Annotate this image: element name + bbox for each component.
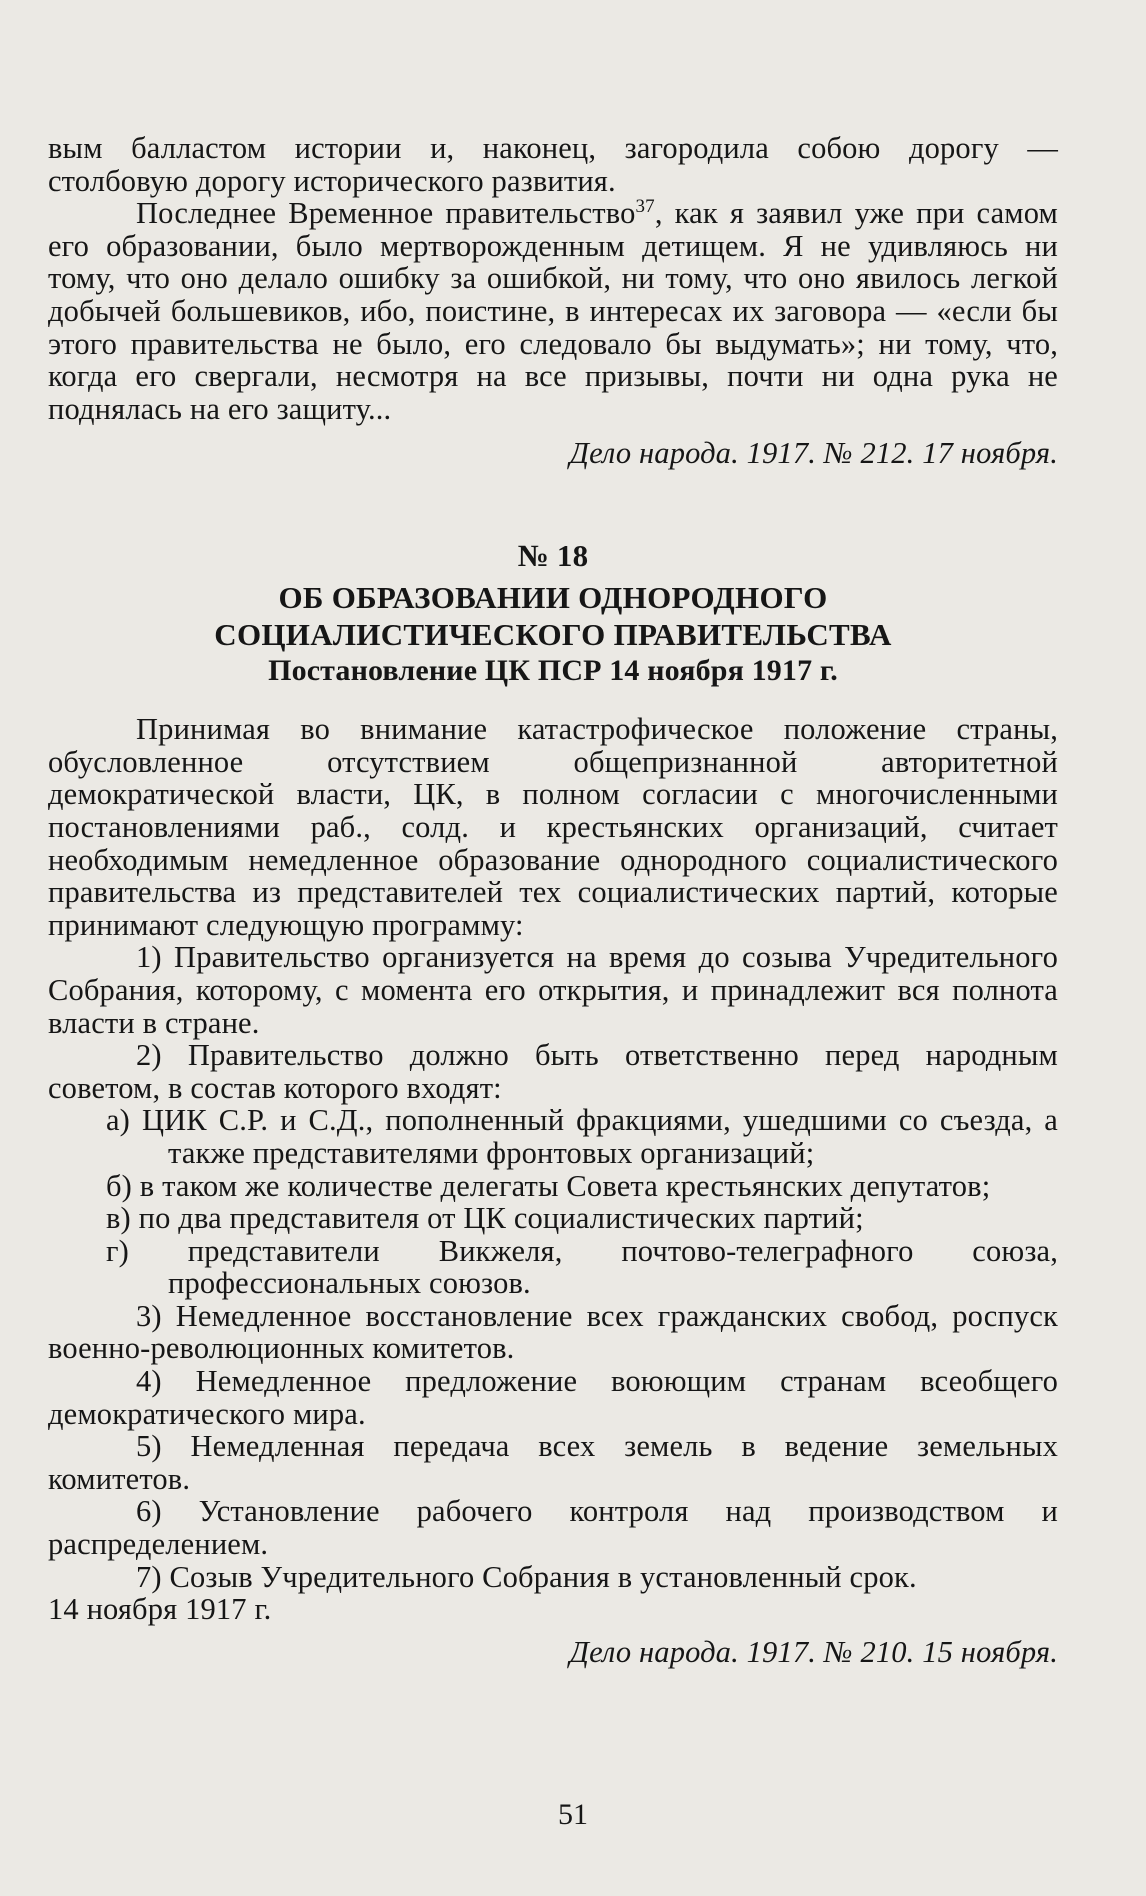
paragraph-start: Последнее Временное правительство — [136, 196, 636, 231]
document-title-line1: ОБ ОБРАЗОВАНИИ ОДНОРОДНОГО — [278, 579, 828, 615]
document-number: № 18 — [517, 538, 589, 573]
footnote-ref: 37 — [635, 196, 655, 218]
source-citation: Дело народа. 1917. № 212. 17 ноября. — [569, 436, 1058, 471]
text-line: столбовую дорогу исторического развития. — [48, 163, 616, 198]
document-subtitle: Постановление ЦК ПСР 14 ноября 1917 г. — [268, 653, 838, 687]
source-citation: Дело народа. 1917. № 210. 15 ноября. — [569, 1634, 1058, 1669]
program-item: 2) Правительство должно быть ответственно перед народным советом, в состав которого входят: — [48, 1038, 1058, 1105]
document-date: 14 ноября 1917 г. — [48, 1592, 272, 1627]
text-line: вым балластом истории и, наконец, загородила собою дорогу — — [48, 131, 1058, 165]
program-item: 7) Созыв Учредительного Собрания в установленный срок. — [136, 1559, 917, 1594]
continued-text — [48, 132, 1058, 470]
program-item: 4) Немедленное предложение воюющим странам всеобщего демократического мира. — [48, 1364, 1058, 1431]
program-item: 3) Немедленное восстановление всех гражданских свобод, роспуск военно-революционных комитетов. — [48, 1298, 1058, 1366]
program-item: 1) Правительство организуется на время до созыва Учредительного Собрания, которому, с момента его открытия, и принадлежит вся полнота власти в стране. — [48, 940, 1058, 1040]
program-item: 5) Немедленная передача всех земель в ведение земельных комитетов. — [48, 1429, 1058, 1496]
intro-paragraph: Принимая во внимание катастрофическое положение страны, обусловленное отсутствием общепризнанной авторитетной демократической власти, ЦК, в полном согласии с многочисленными постановлениями раб., солд. и крестьянских организаций, считает необходимым немедленное образование однородного социалистического правительства из представителей тех социалистических партий, которые принимают следующую программу: — [48, 712, 1058, 942]
paragraph-rest: , как я заявил уже при самом его образовании, было мертворожденным детищем. Я не удивляюсь ни тому, что оно делало ошибку за ошибкой, ни тому, что оно явилось легкой добычей большевиков, ибо, поистине, в интересах их заговора — «если бы этого правительства не было, его следовало бы выдумать»; ни тому, что, когда его свергали, несмотря на все призывы, почти ни одна рука не поднялась на его защиту... — [48, 196, 1058, 426]
document-title-line2: СОЦИАЛИСТИЧЕСКОГО ПРАВИТЕЛЬСТВА — [214, 616, 892, 652]
document-18 — [48, 540, 1058, 1668]
page-number: 51 — [558, 1798, 588, 1831]
program-subitem: г) представители Викжеля, почтово-телеграфного союза, профессиональных союзов. — [106, 1233, 1058, 1301]
program-subitem: а) ЦИК С.Р. и С.Д., пополненный фракциями, ушедшими со съезда, а также представителями фронтовых организаций; — [106, 1103, 1058, 1170]
program-item: 6) Установление рабочего контроля над производством и распределением. — [48, 1494, 1058, 1562]
paragraph — [48, 197, 1058, 425]
program-subitem: в) по два представителя от ЦК социалистических партий; — [106, 1201, 864, 1236]
program-subitem: б) в таком же количестве делегаты Совета крестьянских депутатов; — [106, 1168, 991, 1203]
